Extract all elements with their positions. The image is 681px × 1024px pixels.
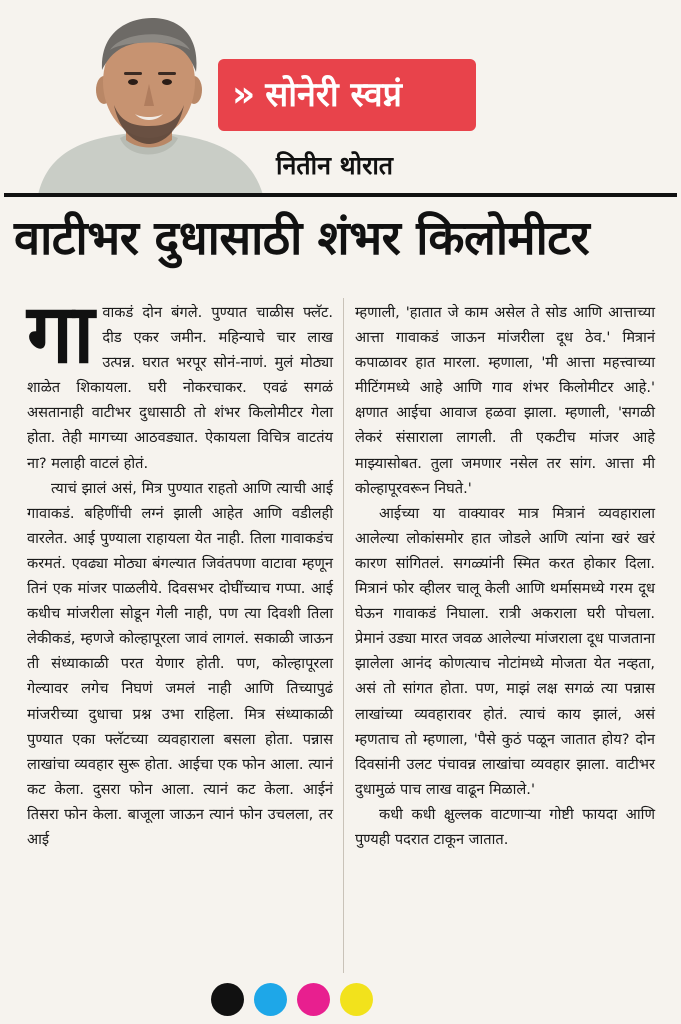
article-headline: वाटीभर दुधासाठी शंभर किलोमीटर — [14, 211, 590, 266]
paragraph — [27, 287, 333, 476]
double-chevron-right-icon: » — [232, 74, 256, 115]
paragraph: कधी कधी क्षुल्लक वाटणाऱ्या गोष्टी फायदा आणि पुण्यही पदरात टाकून जातात. — [355, 805, 655, 848]
header-rule — [4, 193, 677, 197]
article-column-right — [355, 300, 655, 852]
paragraph: त्याचं झालं असं, मित्र पुण्यात राहतो आणि त्याची आई गावाकडं. बहिणींची लग्नं झाली आहेत आणि वडीलही वारलेत. आई पुण्याला राहायला येत नाही. तिला गावाकडंच करमतं. एवढ्या मोठ्या बंगल्यात जिवंतपणा वाटावा म्हणून तिनं एक मांजर पाळलीये. दिवसभर दोघींच्याच गप्पा. आई कधीच मांजरीला सोडून गेली नाही, पण त्या दिवशी तिला लेकीकडं, म्हणजे कोल्हापूरला जावं लागलं. सकाळी जाऊन ती संध्याकाळी परत येणार होती. पण, कोल्हापूरला गेल्यावर लगेच निघणं जमलं नाही आणि तिच्यापुढं मांजरीच्या दुधाचा प्रश्न उभा राहिला. मित्र संध्याकाळी पुण्यात एका फ्लॅटच्या व्यवहाराला बसला होता. पन्नास लाखांचा व्यवहार सुरू होता. आईचा एक फोन आला. त्यानं कट केला. दुसरा फोन आला. त्यानं कट केला. आईनं तिसरा फोन केला. बाजूला जाऊन त्यानं फोन उचलला, तर आई — [27, 479, 333, 848]
registration-dot-yellow — [340, 983, 373, 1016]
column-divider — [343, 298, 344, 973]
paragraph-text: वाकडं दोन बंगले. पुण्यात चाळीस फ्लॅट. दीड एकर जमीन. महिन्याचे चार लाख उत्पन्न. घरात भरपूर सोनं-नाणं. मुलं मोठ्या शाळेत शिकायला. घरी नोकरचाकर. एवढं सगळं असतानाही वाटीभर दुधासाठी तो शंभर किलोमीटर गेला होता. तेही मागच्या आठवड्यात. ऐकायला विचित्र वाटतंय ना? मलाही वाटलं होतं. — [27, 304, 333, 472]
column-tag — [218, 59, 476, 131]
registration-dot-cyan — [254, 983, 287, 1016]
print-registration-marks — [211, 983, 373, 1016]
registration-dot-black — [211, 983, 244, 1016]
article-column-left — [27, 287, 333, 852]
author-name: नितीन थोरात — [276, 151, 394, 180]
paragraph: म्हणाली, 'हातात जे काम असेल ते सोड आणि आत्ताच्या आत्ता गावाकडं जाऊन मांजरीला दूध ठेव.' मित्रानं कपाळावर हात मारला. म्हणाला, 'मी आत्ता महत्त्वाच्या मीटिंगमध्ये आहे आणि गाव शंभर किलोमीटर आहे.' क्षणात आईचा आवाज हळवा झाला. म्हणाली, 'सगळी लेकरं संसाराला लागली. ती एकटीच मांजर आहे माझ्यासोबत. तुला जमणार नसेल तर सांग. आत्ता मी कोल्हापूरवरून निघते.' — [355, 304, 655, 497]
drop-cap: गा — [27, 287, 93, 382]
paragraph: आईच्या या वाक्यावर मात्र मित्रानं व्यवहाराला आलेल्या लोकांसमोर हात जोडले आणि त्यांना खरं खरं कारण सांगितलं. सगळ्यांनी स्मित करत होकार दिला. मित्रानं फोर व्हीलर चालू केली आणि थर्मासमध्ये गरम दूध घेऊन गावाकडं निघाला. रात्री अकराला घरी पोचला. प्रेमानं उड्या मारत जवळ आलेल्या मांजराला दूध पाजताना झालेला आनंद कोणत्याच नोटांमध्ये मोजता येत नव्हता, असं तो सांगत होता. पण, माझं लक्ष सगळं त्या पन्नास लाखांच्या व्यवहारावर होतं. त्याचं काय झालं, असं म्हणताच तो म्हणाला, 'पैसे कुठं पळून जातात होय? दोन दिवसांनी उलट पंचावन्न लाखांचा व्यवहार झाला. वाटीभर दुधामुळं पाच लाख वाढून मिळाले.' — [355, 504, 655, 798]
registration-dot-magenta — [297, 983, 330, 1016]
column-tag-label: सोनेरी स्वप्नं — [265, 75, 402, 115]
